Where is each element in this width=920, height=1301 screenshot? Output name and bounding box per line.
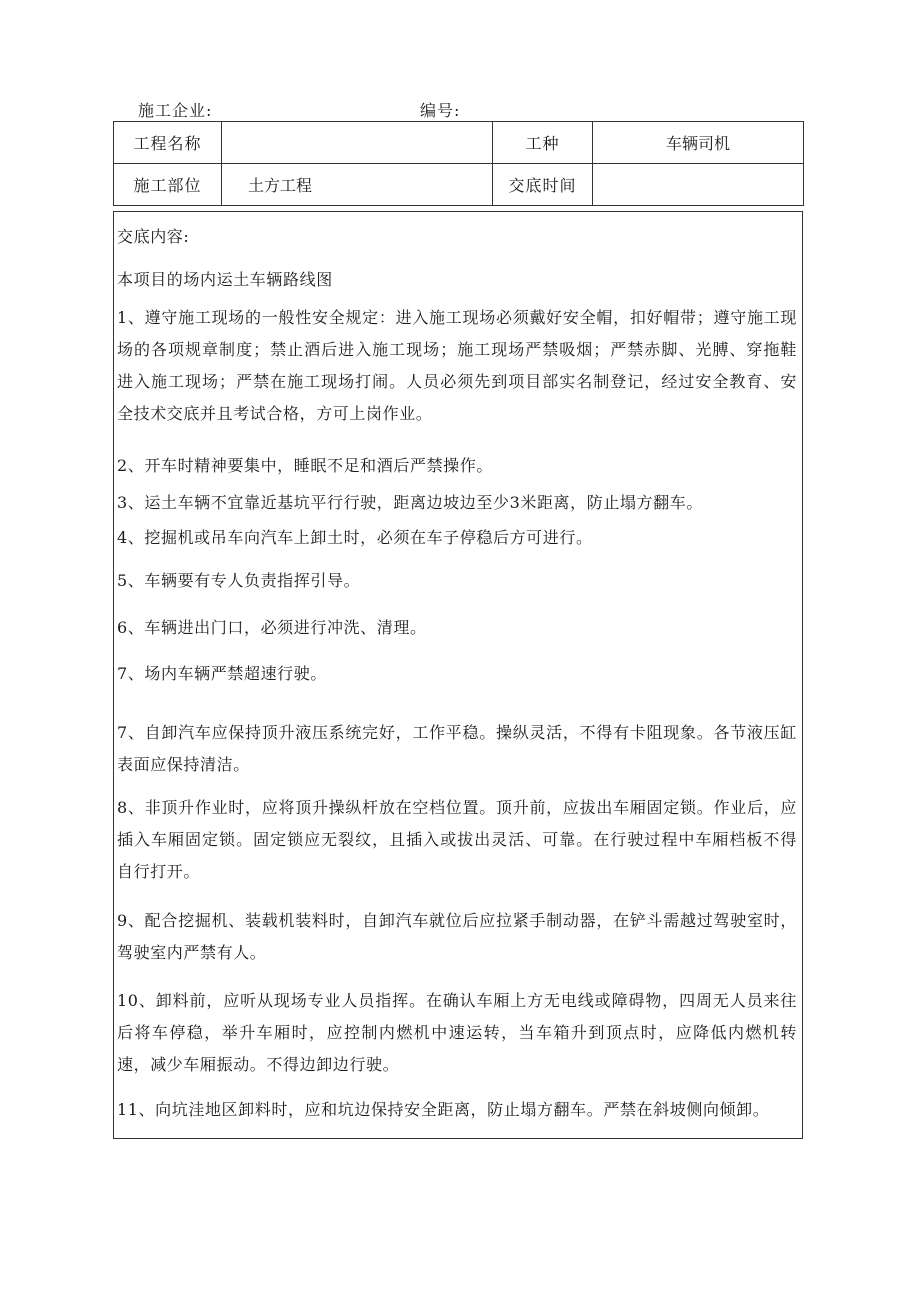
project-name-value [222,122,493,164]
company-label: 施工企业: [138,101,213,120]
work-type-label: 工种 [493,122,593,164]
content-item-3: 3、运土车辆不宜靠近基坑平行行驶，距离边坡边至少3米距离，防止塌方翻车。 [117,493,703,512]
content-item-1: 1、遵守施工现场的一般性安全规定：进入施工现场必须戴好安全帽，扣好帽带；遵守施工现场的各项规章制度；禁止酒后进入施工现场；施工现场严禁吸烟；严禁赤脚、光膊、穿拖鞋进入施工现场；严禁在施工现场打闹。人员必须先到项目部实名制登记，经过安全教育、安全技术交底并且考试合格，方可上岗作业。 [117,308,797,423]
work-type-value: 车辆司机 [593,122,804,164]
location-label: 施工部位 [114,164,222,206]
header-row-1 [114,122,804,164]
project-name-label: 工程名称 [114,122,222,164]
content-item-6: 6、车辆进出门口，必须进行冲洗、清理。 [117,618,427,637]
location-value: 土方工程 [222,164,493,206]
briefing-time-label: 交底时间 [493,164,593,206]
header-row-2 [114,164,804,206]
content-item-4: 4、挖掘机或吊车向汽车上卸土时，必须在车子停稳后方可进行。 [117,528,593,547]
content-item-7b: 7、自卸汽车应保持顶升液压系统完好，工作平稳。操纵灵活，不得有卡阻现象。各节液压缸表面应保持清洁。 [117,723,797,774]
content-item-5: 5、车辆要有专人负责指挥引导。 [117,571,361,590]
content-item-2: 2、开车时精神要集中，睡眠不足和酒后严禁操作。 [117,456,493,475]
content-item-11: 11、向坑洼地区卸料时，应和坑边保持安全距离，防止塌方翻车。严禁在斜坡侧向倾卸。 [117,1100,770,1119]
content-heading: 交底内容: [117,227,190,246]
content-item-9: 9、配合挖掘机、装载机装料时，自卸汽车就位后应拉紧手制动器，在铲斗需越过驾驶室时，驾驶室内严禁有人。 [117,911,797,962]
content-item-10: 10、卸料前，应听从现场专业人员指挥。在确认车厢上方无电线或障碍物，四周无人员来往后将车停稳，举升车厢时，应控制内燃机中速运转，当车箱升到顶点时，应降低内燃机转速，减少车厢振动。不得边卸边行驶。 [117,991,797,1074]
briefing-time-value [593,164,804,206]
content-item-8: 8、非顶升作业时，应将顶升操纵杆放在空档位置。顶升前，应拔出车厢固定锁。作业后，应插入车厢固定锁。固定锁应无裂纹，且插入或拔出灵活、可靠。在行驶过程中车厢档板不得自行打开。 [117,798,797,881]
content-subtitle: 本项目的场内运土车辆路线图 [117,270,333,289]
header-table [113,121,804,206]
content-item-7: 7、场内车辆严禁超速行驶。 [117,664,327,683]
number-label: 编号: [420,101,461,120]
